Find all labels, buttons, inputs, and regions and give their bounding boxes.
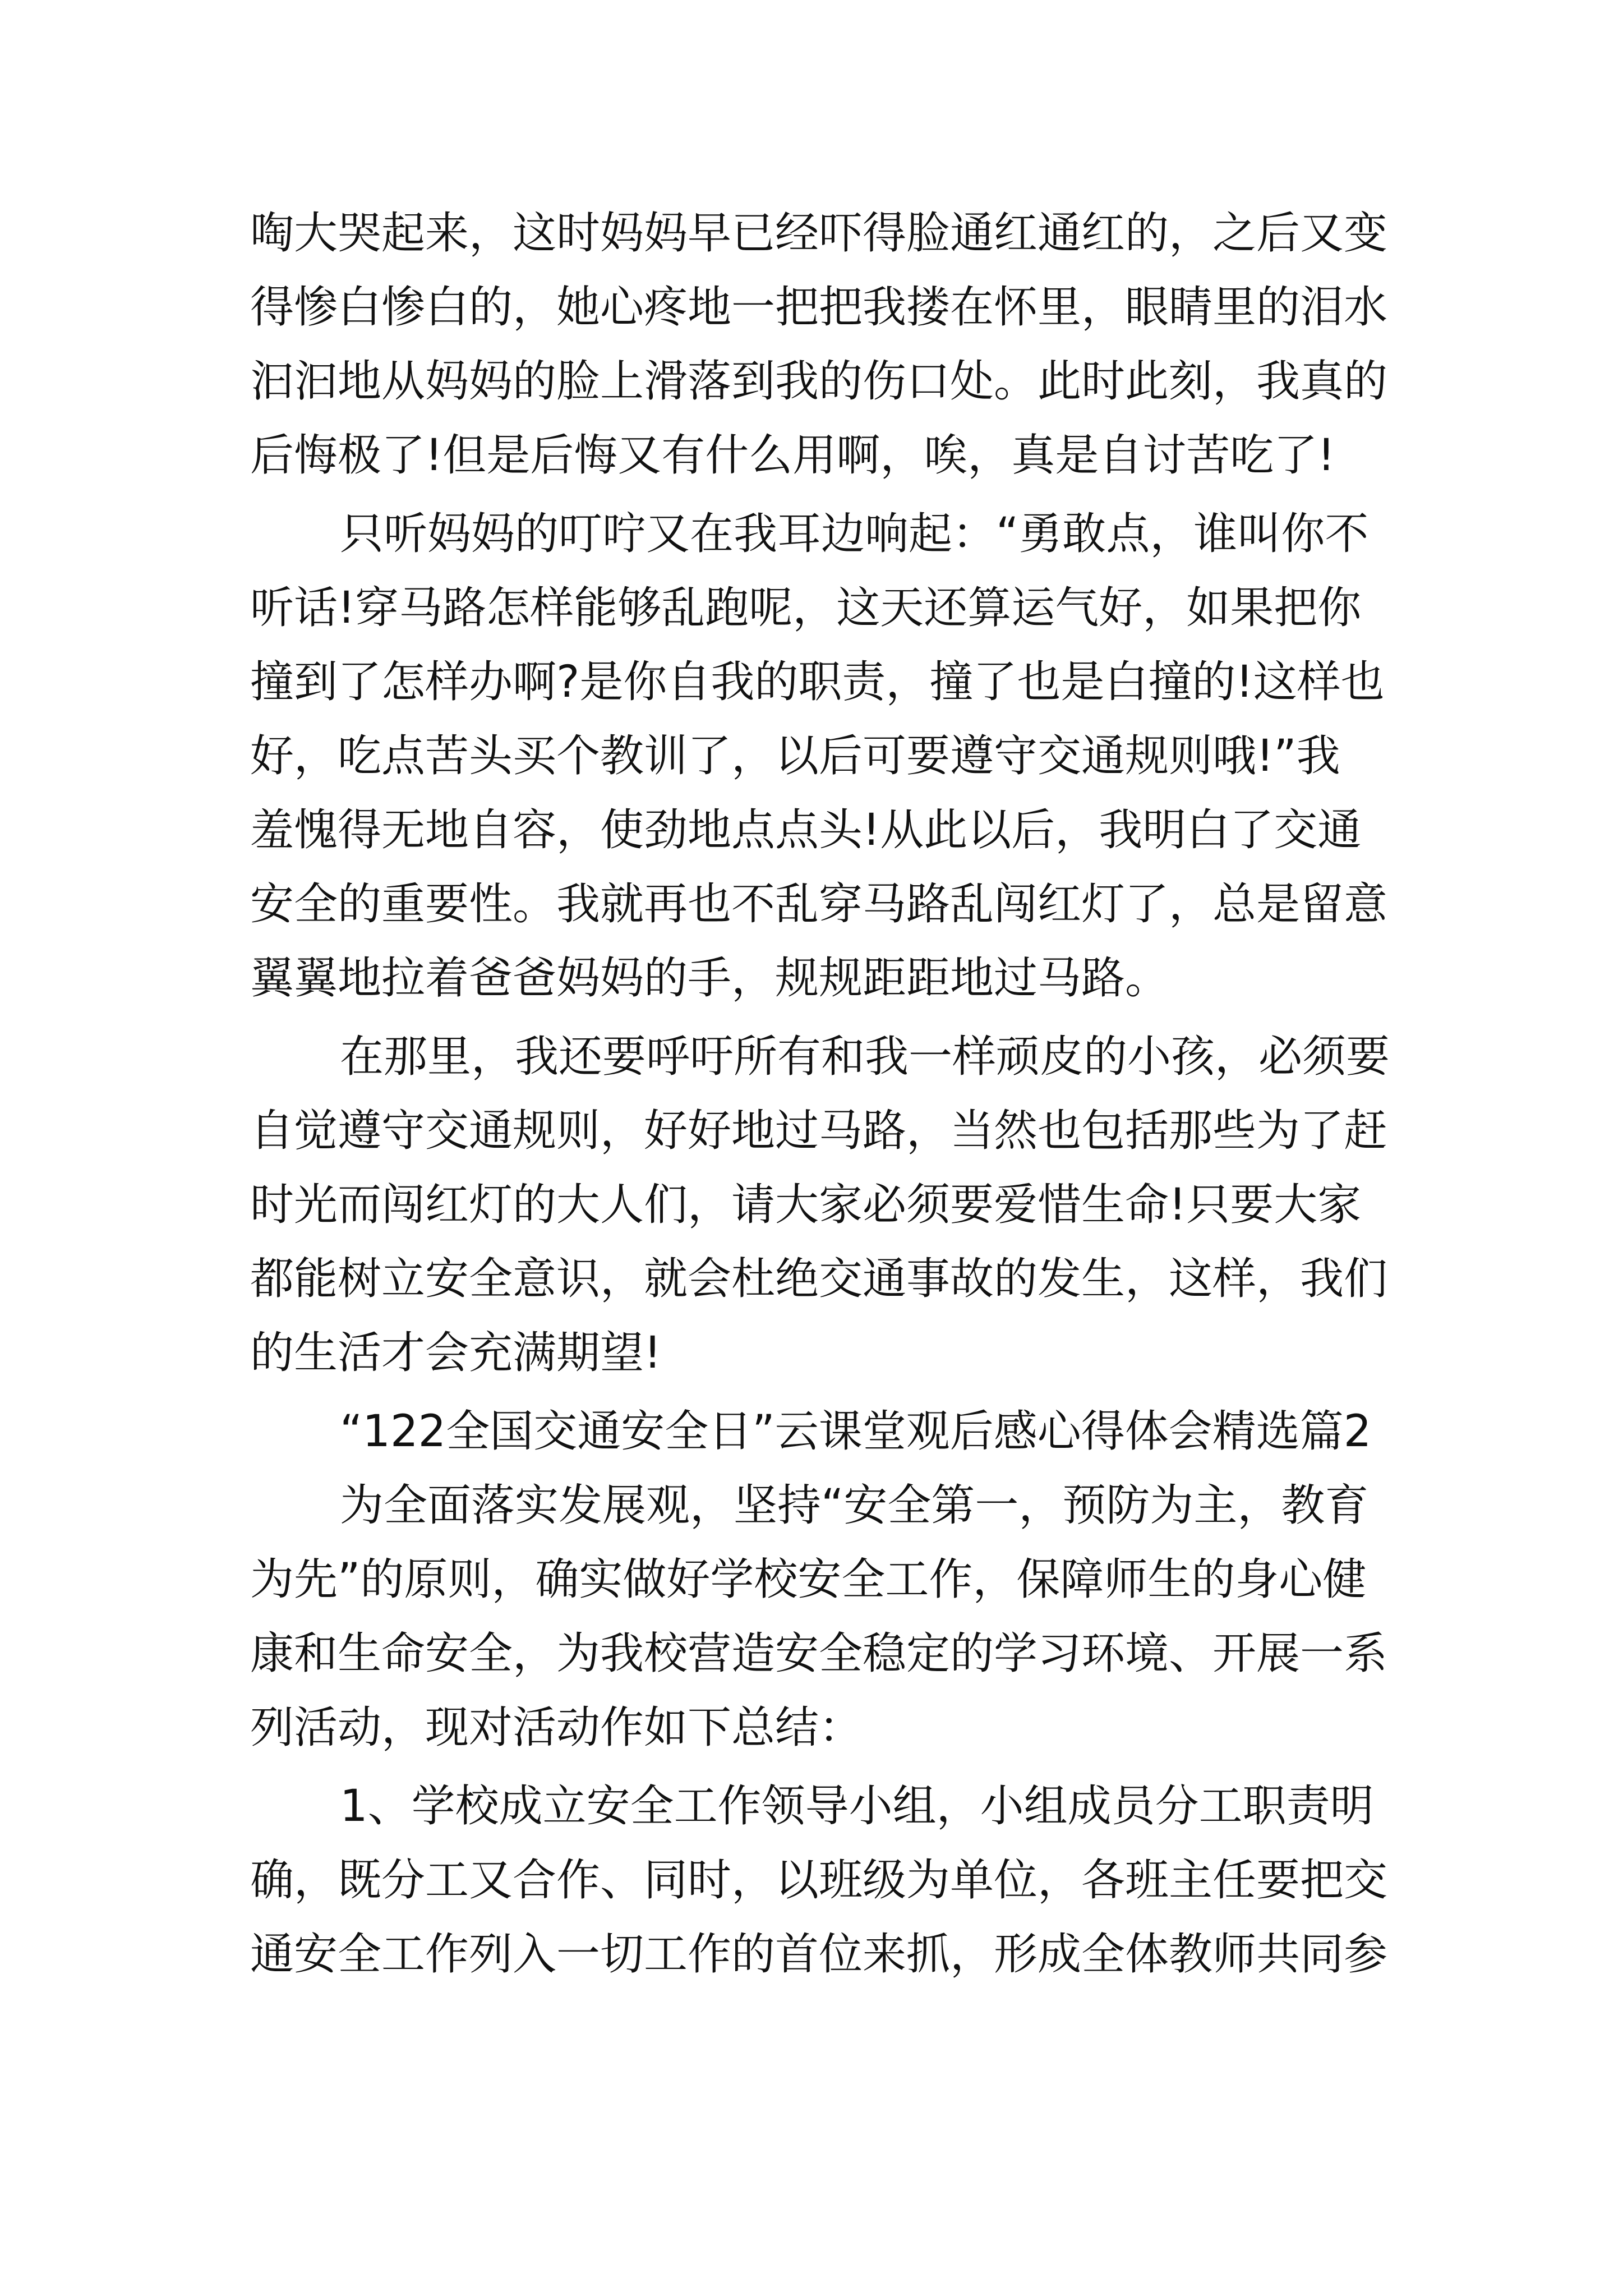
text-line: 安全的重要性。我就再也不乱穿马路乱闯红灯了，总是留意: [250, 879, 1388, 930]
text-line: 都能树立安全意识，就会杜绝交通事故的发生，这样，我们: [250, 1254, 1388, 1304]
text-line: 确，既分工又合作、同时，以班级为单位，各班主任要把交: [250, 1855, 1388, 1906]
text-line: 的生活才会充满期望!: [250, 1328, 662, 1378]
text-line: 啕大哭起来，这时妈妈早已经吓得脸通红通红的，之后又变: [250, 208, 1388, 259]
text-line: 撞到了怎样办啊?是你自我的职责，撞了也是白撞的!这样也: [250, 657, 1385, 707]
text-line: 自觉遵守交通规则，好好地过马路，当然也包括那些为了赶: [250, 1106, 1388, 1156]
paragraph-first-line: 只听妈妈的叮咛又在我耳边响起：“勇敢点，谁叫你不: [340, 509, 1369, 559]
section-heading: “122全国交通安全日”云课堂观后感心得体会精选篇2: [340, 1406, 1372, 1457]
text-line: 听话!穿马路怎样能够乱跑呢，这天还算运气好，如果把你: [250, 583, 1362, 633]
text-line: 羞愧得无地自容，使劲地点点头!从此以后，我明白了交通: [250, 805, 1362, 855]
text-line: 汩汩地从妈妈的脸上滑落到我的伤口处。此时此刻，我真的: [250, 356, 1388, 407]
text-line: 得惨白惨白的，她心疼地一把把我搂在怀里，眼睛里的泪水: [250, 282, 1388, 333]
text-line: 时光而闯红灯的大人们，请大家必须要爱惜生命!只要大家: [250, 1180, 1362, 1230]
text-line: 好，吃点苦头买个教训了，以后可要遵守交通规则哦!”我: [250, 731, 1340, 781]
text-line: 康和生命安全，为我校营造安全稳定的学习环境、开展一系: [250, 1628, 1388, 1679]
paragraph-first-line: 在那里，我还要呼吁所有和我一样顽皮的小孩，必须要: [340, 1032, 1390, 1082]
paragraph-first-line: 1、学校成立安全工作领导小组，小组成员分工职责明: [340, 1781, 1374, 1832]
paragraph-first-line: 为全面落实发展观，坚持“安全第一，预防为主，教育: [340, 1480, 1369, 1531]
text-line: 通安全工作列入一切工作的首位来抓，形成全体教师共同参: [250, 1929, 1388, 1980]
text-line: 后悔极了!但是后悔又有什么用啊，唉，真是自讨苦吃了!: [250, 430, 1335, 481]
text-line: 为先”的原则，确实做好学校安全工作，保障师生的身心健: [250, 1554, 1367, 1605]
text-line: 列活动，现对活动作如下总结：: [250, 1703, 863, 1753]
text-line: 翼翼地拉着爸爸妈妈的手，规规距距地过马路。: [250, 953, 1169, 1004]
